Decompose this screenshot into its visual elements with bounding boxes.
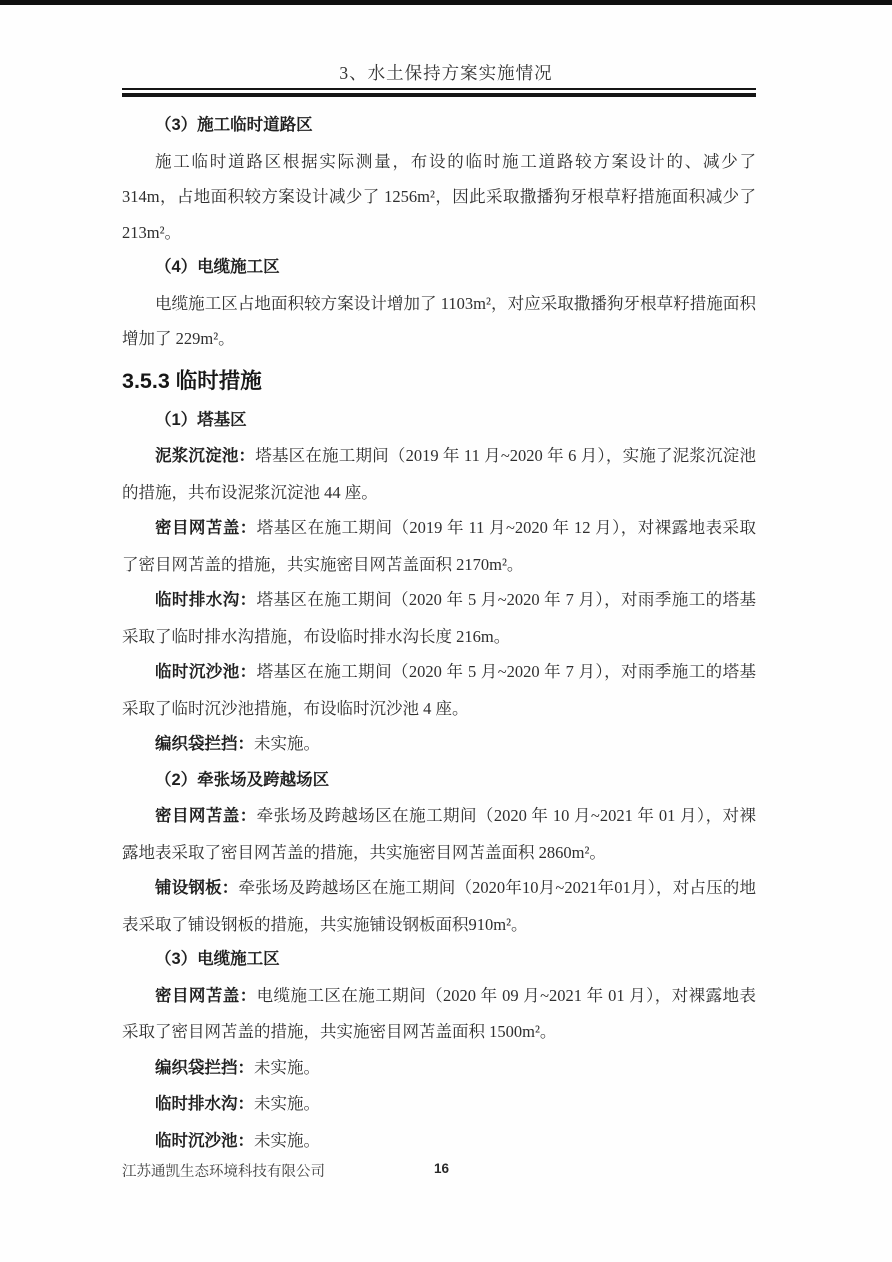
paragraph-text: 塔基区在施工期间（2020 年 5 月~2020 年 7 月），对雨季施工的塔基采取了临时排水沟措施，布设临时排水沟长度 216m。 (122, 590, 756, 646)
measure-label: 临时沉沙池： (155, 1131, 254, 1150)
paragraph (122, 438, 756, 510)
measure-label: 泥浆沉淀池： (155, 447, 256, 465)
paragraph-text: 电缆施工区占地面积较方案设计增加了 1103m²，对应采取撒播狗牙根草籽措施面积增加了 229m²。 (122, 293, 756, 348)
paragraph (122, 1050, 756, 1087)
page-footer (122, 1160, 756, 1181)
paragraph (122, 286, 756, 357)
paragraph-text: 塔基区在施工期间（2020 年 5 月~2020 年 7 月），对雨季施工的塔基采取了临时沉沙池措施，布设临时沉沙池 4 座。 (122, 662, 756, 718)
header-double-rule (122, 88, 756, 97)
measure-label: 密目网苫盖： (155, 986, 257, 1005)
paragraph (122, 870, 756, 942)
measure-label: 临时沉沙池： (155, 663, 257, 681)
paragraph-text: 牵张场及跨越场区在施工期间（2020 年 10 月~2021 年 01 月），对裸露地表采取了密目网苫盖的措施，共实施密目网苫盖面积 2860m²。 (122, 806, 756, 862)
paragraph-text: 电缆施工区在施工期间（2020 年 09 月~2021 年 01 月），对裸露地表采取了密目网苫盖的措施，共实施密目网苫盖面积 1500m²。 (122, 985, 756, 1041)
measure-label: 密目网苫盖： (155, 807, 257, 825)
measure-label: 密目网苫盖： (155, 519, 257, 537)
paragraph-text: 未实施。 (254, 734, 320, 753)
paragraph (122, 1123, 756, 1160)
subsection-heading: （4）电缆施工区 (155, 258, 280, 276)
subsection-heading: （3）电缆施工区 (155, 950, 280, 968)
paragraph (122, 726, 756, 763)
paragraph (122, 978, 756, 1050)
measure-label: 临时排水沟： (155, 591, 257, 609)
document-body (122, 108, 756, 1159)
measure-label: 临时排水沟： (155, 1095, 254, 1113)
paragraph (122, 798, 756, 870)
subsection-heading: （3）施工临时道路区 (155, 116, 313, 134)
paragraph (122, 144, 756, 251)
measure-label: 铺设钢板： (155, 879, 239, 897)
paragraph-text: 牵张场及跨越场区在施工期间（2020年10月~2021年01月），对占压的地表采取了铺设钢板的措施，共实施铺设钢板面积910m²。 (122, 878, 757, 934)
footer-company-name: 江苏通凯生态环境科技有限公司 (122, 1164, 325, 1180)
paragraph (122, 1086, 756, 1123)
paragraph-text: 未实施。 (254, 1130, 320, 1150)
chapter-header-title: 3、水土保持方案实施情况 (339, 63, 553, 83)
paragraph-text: 施工临时道路区根据实际测量，布设的临时施工道路较方案设计的、减少了 314m，占地面积较方案设计减少了 1256m²，因此采取撒播狗牙根草籽措施面积减少了 213m²。 (122, 151, 756, 242)
section-heading: 3.5.3 临时措施 (122, 368, 262, 393)
top-border-bar (0, 0, 892, 5)
measure-label: 编织袋拦挡： (155, 1058, 254, 1077)
paragraph (122, 510, 756, 582)
paragraph (122, 654, 756, 726)
subsection-heading: （1）塔基区 (155, 410, 247, 429)
paragraph (122, 582, 756, 654)
paragraph-text: 塔基区在施工期间（2019 年 11 月~2020 年 12 月），对裸露地表采取了密目网苫盖的措施，共实施密目网苫盖面积 2170m²。 (122, 518, 756, 574)
subsection-heading: （2）牵张场及跨越场区 (155, 770, 330, 789)
paragraph-text: 塔基区在施工期间（2019 年 11 月~2020 年 6 月），实施了泥浆沉淀池的措施，共布设泥浆沉淀池 44 座。 (122, 446, 756, 502)
footer-page-number: 16 (434, 1161, 450, 1176)
paragraph-text: 未实施。 (254, 1057, 320, 1077)
measure-label: 编织袋拦挡： (155, 735, 254, 753)
paragraph-text: 未实施。 (254, 1094, 320, 1113)
